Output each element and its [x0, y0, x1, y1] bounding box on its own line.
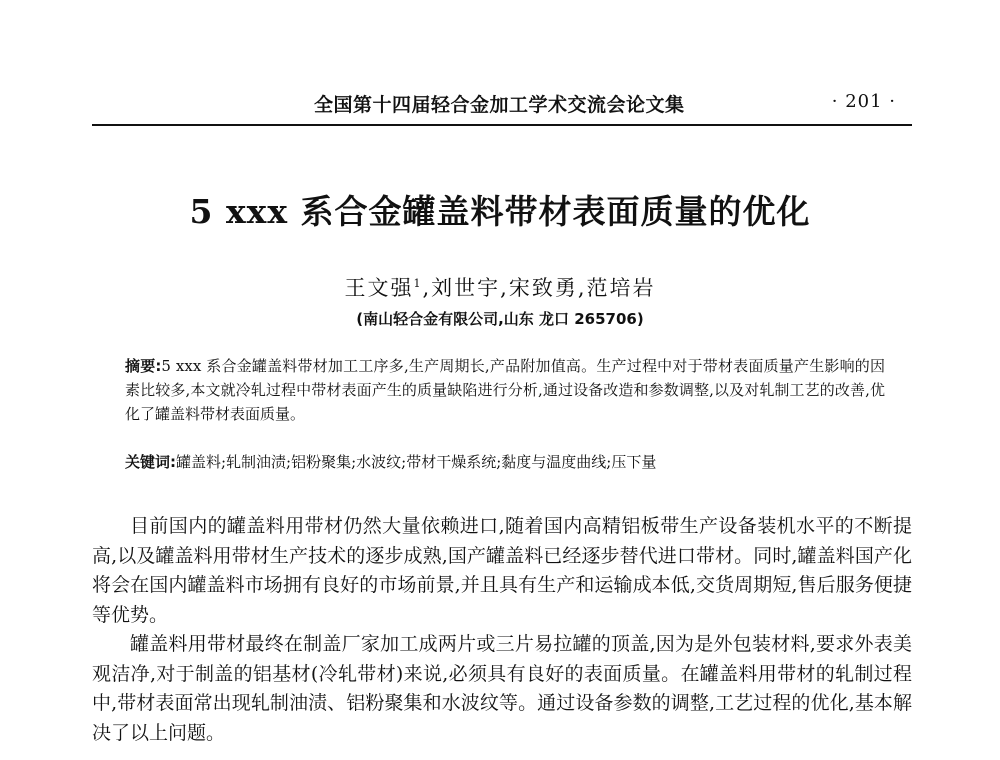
body-paragraph: 目前国内的罐盖料用带材仍然大量依赖进口,随着国内高精铝板带生产设备装机水平的不断提高,以及罐盖料用带材生产技术的逐步成熟,国产罐盖料已经逐步替代进口带材。同时,罐盖料国产化将会在国内罐盖料市场拥有良好的市场前景,并且具有生产和运输成本低,交货周期短,售后服务便捷等优势。 [92, 515, 912, 626]
keywords-text: 罐盖料;轧制油渍;铝粉聚集;水波纹;带材干燥系统;黏度与温度曲线;压下量 [176, 453, 657, 471]
abstract [125, 354, 885, 426]
body-paragraph: 罐盖料用带材最终在制盖厂家加工成两片或三片易拉罐的顶盖,因为是外包装材料,要求外表美观洁净,对于制盖的铝基材(冷轧带材)来说,必须具有良好的表面质量。在罐盖料用带材的轧制过程中,带材表面常出现轧制油渍、铝粉聚集和水波纹等。通过设备参数的调整,工艺过程的优化,基本解决了以上问题。 [92, 633, 912, 744]
journal-title: 全国第十四届轻合金加工学术交流会论文集 [314, 94, 685, 116]
abstract-text: 5 xxx 系合金罐盖料带材加工工序多,生产周期长,产品附加值高。生产过程中对于带材表面质量产生影响的因素比较多,本文就冷轧过程中带材表面产生的质量缺陷进行分析,通过设备改造和参数调整,以及对轧制工艺的改善,优化了罐盖料带材表面质量。 [125, 357, 886, 423]
other-authors: ,刘世宇,宋致勇,范培岩 [422, 276, 656, 300]
keywords [125, 450, 885, 474]
page-number: · 201 · [831, 91, 896, 112]
affiliation: (南山轻合金有限公司,山东 龙口 265706) [356, 310, 644, 328]
body-text [92, 512, 912, 748]
running-header [92, 86, 912, 126]
first-author: 王文强 [344, 276, 414, 300]
abstract-label: 摘要: [125, 357, 162, 375]
keywords-label: 关键词: [125, 453, 176, 471]
article-title: 5 xxx 系合金罐盖料带材表面质量的优化 [189, 192, 811, 231]
author-list [0, 272, 1000, 302]
affiliation-marker: 1 [413, 277, 423, 290]
